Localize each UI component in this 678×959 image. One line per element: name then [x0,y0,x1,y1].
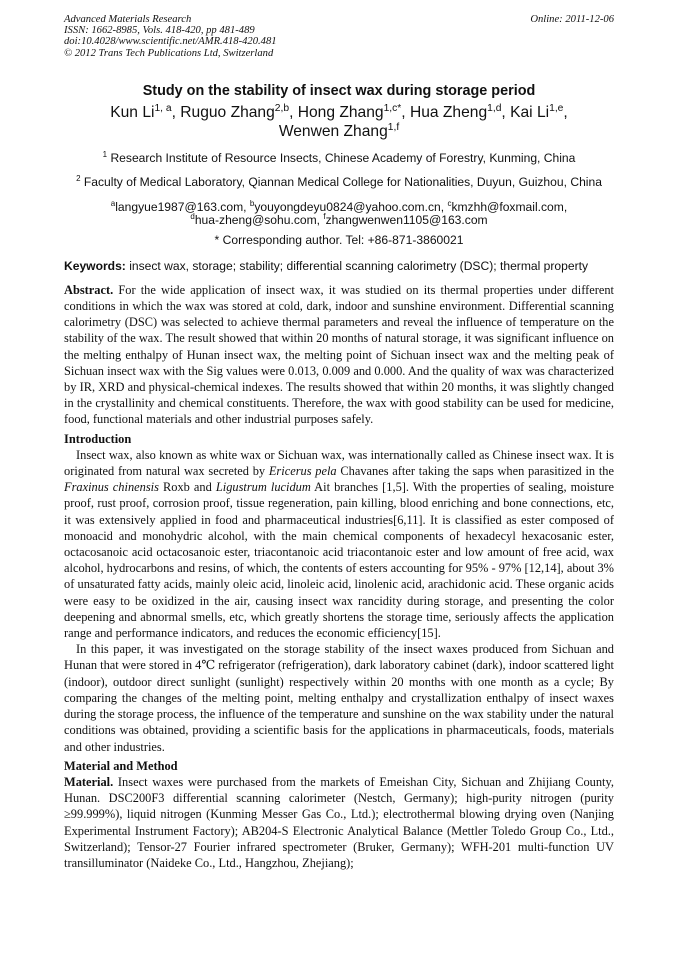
online-date: Online: 2011-12-06 [530,14,614,25]
issn-line: ISSN: 1662-8985, Vols. 418-420, pp 481-489 [64,25,255,37]
author-name: Wenwen Zhang [278,122,388,140]
author-name: Hong Zhang [297,103,384,121]
introduction-paragraph-1 [64,447,614,641]
author-name: Kai Li [510,103,550,121]
author-row-1: Kun Li$^{1, a}$, Ruguo Zhang$^{2,b}$, Hong Zhang$^{1,c*}$, Hua Zheng$^{1,d}$, Kai Li$^{1,e}$, [110,102,568,121]
author-list [64,103,614,141]
text-run: Insect wax, also known as white wax or Sichuan wax, was internationally called as Chinese insect wax. It is originated from natural wax secreted by [64,447,614,479]
journal-name: Advanced Materials Research [64,14,192,25]
author-affiliation-mark: 1,c* [383,102,402,114]
material-method-heading: Material and Method [64,758,178,773]
material-label: Material. [64,774,114,789]
email-address[interactable]: youyongdeyu0824@yahoo.com.cn, [254,199,448,214]
corresponding-text: Corresponding author. Tel: +86-871-3860021 [222,232,464,247]
keywords-text: insect wax, storage; stability; differential scanning calorimetry (DSC); thermal property [125,258,589,273]
abstract-text: For the wide application of insect wax, it was studied on its thermal properties under different conditions in which the wax was stored at cold, dark, indoor and sunshine environment. Differential scanning calorimetry (DSC) was selected to achieve thermal parameters and reveal the influence of temperature on the stability of the wax. The result showed that within 20 months of natural storage, it was significant influence on the melting enthalpy of Hunan insect wax, the melting point of Sichuan insect wax and the melting peak of Sichuan insect wax with the Sig values were 0.013, 0.009 and 0.000. And the quality of wax was characterized by IR, XRD and physical-chemical indexes. The results showed that within 20 months, it was slightly changed in the crystallinity and chemical constituents. Therefore, the wax with good stability can be used for medicine, food, functional materials and other industrial purposes safely. [64,282,614,427]
species-name: Fraxinus chinensis [64,480,159,495]
author-affiliation-mark: 1,d [487,102,502,114]
author-name: Kun Li [110,103,155,121]
author-name: Ruguo Zhang [180,103,275,121]
author-row-2 [64,122,614,141]
email-address[interactable]: hua-zheng@sohu.com, [194,213,324,228]
email-address[interactable]: zhangwenwen1105@163.com [325,213,488,228]
affiliation-1 [64,151,614,166]
copyright-line: © 2012 Trans Tech Publications Ltd, Switzerland [64,47,274,59]
text-run: Roxb and [158,480,216,495]
email-mark: b [249,198,255,208]
email-mark: a [110,198,116,208]
affiliation-text: Faculty of Medical Laboratory, Qiannan Medical College for Nationalities, Duyun, Guizhou, China [83,174,602,189]
author-affiliation-mark: 2,b [274,102,290,114]
abstract [64,282,614,428]
affiliation-number: 2 [76,173,81,183]
journal-meta [64,14,614,59]
text-run: Ait branches [1,5]. With the properties of sealing, moisture proof, rust proof, corrosion proof, tissue regeneration, pain killing, blood enriching and bone connections, etc, it was extensively applied in food and pharmaceutical industries[6,11]. It is classified as ester composed of monoacid and monohydric alcohol, with the main chemical components of hexadecyl hexacosanic ester, octacosanoic acid octacosanoic ester, triacontanoic acid triacontanoic ester and low amount of free acid, wax alcohol, hydrocarbons and resins, of which, the contents of esters accounting for 95% - 97% [12,14], about 3% of unsaturated fatty acids, mainly oleic acid, linoleic acid, linolenic acid, arachidonic acid. These organic acids were easy to be oxidized in the air, causing insect wax rancidity during storage, and presenting the color deepening and abnormal smells, etc, which greatly shortens the storage time, seriously affects the application range and performance indicators, and reduces the economic efficiency[15]. [64,480,614,641]
affiliation-text: Research Institute of Resource Insects, Chinese Academy of Forestry, Kunming, China [110,150,576,165]
email-address[interactable]: kmzhh@foxmail.com, [451,199,568,214]
author-name: Hua Zheng [409,103,488,121]
author-affiliation-mark: 1, a [154,102,172,114]
keywords [64,259,614,274]
text-run: Chavanes after taking the saps when parasitized in the [336,464,614,479]
material-paragraph [64,774,614,871]
email-list [64,198,614,228]
corresponding-author [64,233,614,248]
affiliation-number: 1 [102,149,108,159]
paper-title: Study on the stability of insect wax during storage period [142,82,536,99]
affiliation-2 [64,175,614,190]
author-affiliation-mark: 1,f [387,121,400,133]
email-mark: f [323,212,326,222]
author-affiliation-mark: 1,e [549,102,564,114]
abstract-label: Abstract. [64,282,114,297]
introduction-heading: Introduction [64,431,132,446]
email-mark: c [447,198,452,208]
introduction-paragraph-2: In this paper, it was investigated on the storage stability of the insect waxes produced from Sichuan and Hunan that were stored in 4℃ refrigerator (refrigeration), dark laboratory cabinet (dark), indoor scattered light (indoor), outdoor direct sunlight (sunlight) respectively within 20 months with one month as a cycle; By comparing the changes of the melting point, melting enthalpy and crystallization enthalpy of insect waxes during the storage process, the influence of the temperature and sunshine on the wax stability under the natural conditions was obtained, providing a scientific basis for the applications in pharmaceuticals, foods, materials and other industries. [64,642,614,754]
species-name: Ericerus pela [268,464,337,479]
asterisk-icon: * [214,232,220,247]
species-name: Ligustrum lucidum [215,480,311,495]
email-mark: d [190,212,195,222]
email-address[interactable]: langyue1987@163.com, [115,199,250,214]
doi-line[interactable]: doi:10.4028/www.scientific.net/AMR.418-420.481 [64,36,277,48]
material-text: Insect waxes were purchased from the markets of Emeishan City, Sichuan and Zhijiang County, Hunan. DSC200F3 differential scanning calorimeter (Nestch, Germany); high-purity nitrogen (purity ≥99.999%), liquid nitrogen (Kunming Messer Gas Co., Ltd.); electrothermal blowing drying oven (Nanjing Experimental Instrument Factory); AB204-S Electronic Analytical Balance (Mettler Toledo Group Co., Ltd., Switzerland); Tensor-27 Fourier infrared spectrometer (Bruker, Germany); WFH-201 multi-function UV transilluminator (Naideke Co., Ltd., Hangzhou, Zhejiang); [64,774,614,870]
keywords-label: Keywords: [64,258,126,273]
email-row-2 [64,214,614,228]
